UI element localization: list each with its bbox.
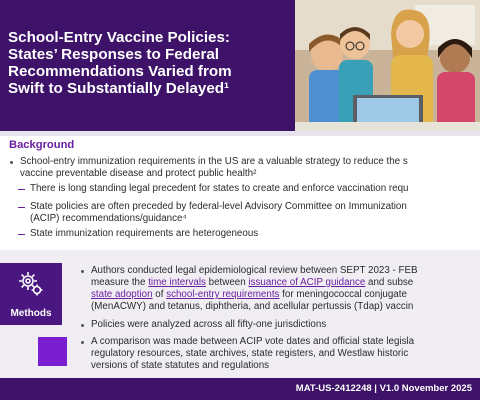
decorative-accent-square: [38, 337, 67, 366]
methods-bullet-3-line-2: regulatory resources, state archives, state registers, and Westlaw historic: [91, 348, 409, 359]
methods-bullet-2: Policies were analyzed across all fifty-one jurisdictions: [91, 319, 327, 330]
methods-bullet-1-line-3: [91, 289, 407, 301]
link-time-intervals[interactable]: time intervals: [148, 277, 206, 288]
sub-bullet-dash: [18, 207, 25, 208]
background-bullet-1-line-2: vaccine preventable disease and protect public health²: [20, 168, 257, 179]
document-code: MAT-US-2412248 | V1.0 November 2025: [295, 383, 472, 394]
text-span: measure the: [91, 277, 149, 288]
methods-bullet-1-line-4: (MenACWY) and tetanus, diphtheria, and acellular pertussis (Tdap) vaccin: [91, 301, 414, 312]
text-span: for meningococcal conjugate: [279, 289, 407, 300]
link-school-entry-requirements[interactable]: school-entry requirements: [166, 289, 280, 300]
background-sub-bullet-1: There is long standing legal precedent for states to create and enforce vaccination requ: [30, 183, 409, 194]
text-span: and subse: [365, 277, 414, 288]
methods-bullet-1-line-2: [91, 277, 413, 289]
background-sub-bullet-2-line-1: State policies are often preceded by federal-level Advisory Committee on Immunization: [30, 201, 407, 212]
background-section: [0, 136, 480, 250]
title-line-4: Swift to Substantially Delayed¹: [8, 80, 230, 97]
methods-label: Methods: [10, 308, 52, 319]
link-state-adoption[interactable]: state adoption: [91, 289, 153, 300]
methods-bullet-3-line-3: versions of state statutes and regulations: [91, 360, 270, 371]
text-span: between: [205, 277, 249, 288]
footer-bar: [0, 378, 480, 400]
background-bullet-1-line-1: School-entry immunization requirements in the US are a valuable strategy to reduce the s: [20, 156, 408, 167]
sub-bullet-dash: [18, 234, 25, 235]
bullet-dot: [81, 341, 84, 344]
methods-bullet-3-line-1: A comparison was made between ACIP vote dates and official state legisla: [91, 336, 415, 347]
page-title: [8, 29, 300, 97]
title-line-2: States’ Responses to Federal: [8, 46, 220, 63]
classroom-photo: [295, 0, 480, 131]
methods-bullet-1-line-1: Authors conducted legal epidemiological review between SEPT 2023 - FEB: [91, 265, 418, 276]
background-sub-bullet-2-line-2: (ACIP) recommendations/guidance⁴: [30, 213, 187, 224]
text-span: of: [152, 289, 167, 300]
header-banner: [0, 0, 480, 131]
title-line-1: School-Entry Vaccine Policies:: [8, 29, 230, 46]
link-acip-guidance[interactable]: issuance of ACIP guidance: [248, 277, 366, 288]
bullet-dot: [10, 161, 13, 164]
gears-icon: [17, 270, 45, 298]
bullet-dot: [81, 270, 84, 273]
bullet-dot: [81, 324, 84, 327]
background-sub-bullet-3: State immunization requirements are heterogeneous: [30, 228, 259, 239]
title-line-3: Recommendations Varied from: [8, 63, 232, 80]
sub-bullet-dash: [18, 189, 25, 190]
background-heading: Background: [9, 139, 75, 151]
